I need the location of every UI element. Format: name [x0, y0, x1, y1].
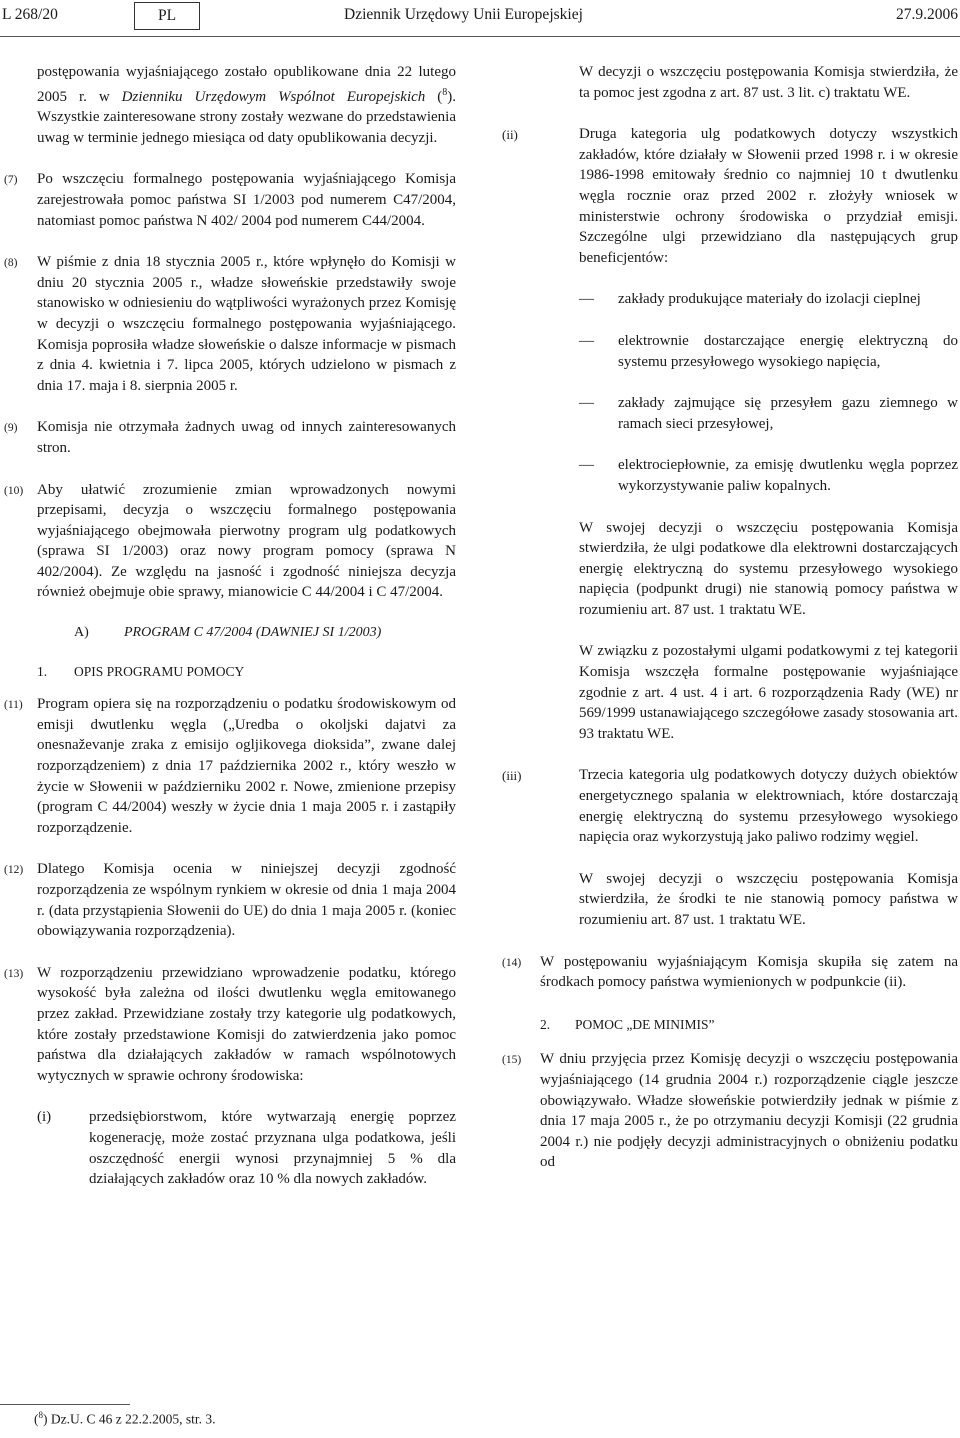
- paragraph-8: (8) W piśmie z dnia 18 stycznia 2005 r., które wpłynęło do Komisji w dniu 20 stycznia 2005 r., władze słoweńskie przedstawiły swoje stanowisko w odniesieniu do wątpliwości wyrażonych przez Komisję w decyzji o wszczęciu formalnego postępowania wyjaśniającego. Komisja poprosiła władze słoweńskie o dalsze informacje w pismach z dnia 4. kwietnia i 7. lipca 2005, których udzielono w pismach z dnia 17. maja i 8. sierpnia 2005 r.: [4, 254, 456, 394]
- list-item-text: zakłady zajmujące się przesyłem gazu ziemnego w ramach sieci przesyłowej,: [618, 395, 958, 432]
- beneficiary-list: [502, 289, 958, 496]
- language-code-box: PL: [134, 2, 200, 30]
- list-item-text: zakłady produkujące materiały do izolacji cieplnej: [618, 291, 921, 308]
- page-number: L 268/20: [2, 6, 58, 23]
- subpoint-iii: (iii) Trzecia kategoria ulg podatkowych dotyczy dużych obiektów energetycznego spalania w elektrowniach, które dostarczają energię elektryczną do systemu przesyłowego wysokiego napięcia oraz wykorzystują jako paliwo rodzimy węgiel.: [502, 767, 958, 846]
- intro-paragraph: postępowania wyjaśniającego zostało opublikowane dnia 22 lutego 2005 r. w Dzienniku Urzędowym Wspólnot Europejskich ($^8$). Wszystkie zainteresowane strony zostały wezwane do przedstawienia uwag w terminie jednego miesiąca od daty opublikowania decyzji.: [37, 64, 457, 146]
- dash-marker: —: [579, 291, 594, 308]
- paragraph-11: (11) Program opiera się na rozporządzeniu o podatku środowiskowym od emisji dwutlenku węgla („Uredba o okoljski dajatvi za onesnaževanje zraka z emisijo ogljikovega dioksida”, zwane dalej rozporządzeniem) z dnia 17 października 2002 r., który weszło w życie w Słowenii w październiku 2002 r. Nowe, zmienione przepisy (program C 44/2004) weszły w życie dnia 1 maja 2005 r. i zastąpiły rozporządzenie.: [4, 696, 456, 836]
- subpoint-i: (i) przedsiębiorstwom, które wytwarzają energię poprzez kogenerację, może zostać przyznana ulga podatkowa, jeśli oszczędność energii wynosi przynajmniej 5 % dla działających zakładów oraz 10 % dla nowych zakładów.: [37, 1109, 456, 1188]
- publication-date: 27.9.2006: [896, 6, 958, 23]
- paragraph-13: (13) W rozporządzeniu przewidziano wprowadzenie podatku, którego wysokość była zależna od ilości dwutlenku węgla emitowanego przez zakład. Przewidziane zostały trzy kategorie ulg podatkowych, które zostały przedstawione Komisji do zatwierdzenia jako pomoc państwa dla działających zakładów w ramach wspólnotowych wytycznych w sprawie ochrony środowiska:: [4, 964, 456, 1084]
- paragraph-14: (14) W postępowaniu wyjaśniającym Komisja skupiła się zatem na środkach pomocy państwa wymienionych w podpunkcie (ii).: [502, 953, 958, 991]
- footnote: ($^8$) Dz.U. C 46 z 22.2.2005, str. 3.: [34, 1410, 216, 1427]
- journal-reference: Dzienniku Urzędowym Wspólnot Europejskich: [121, 88, 426, 105]
- section-heading-2: 2. POMOC „DE MINIMIS”: [540, 1016, 715, 1032]
- beneficiary-list-item: [502, 393, 958, 434]
- left-column: [4, 62, 456, 1190]
- beneficiary-list-item: [502, 289, 958, 310]
- subpoint-ii: (ii) Druga kategoria ulg podatkowych dotyczy wszystkich zakładów, które działały w Słowenii przed 1998 r. i w okresie 1986-1998 emitowały średnio co najmniej 10 t dwutlenku węgla rocznie oraz przed 2002 r. złożyły wniosek w ministerstwie ochrony środowiska o przydział emisji. Szczególne ulgi przewidziano dla następujących grup beneficjentów:: [502, 126, 958, 266]
- paragraph-9: (9) Komisja nie otrzymała żadnych uwag od innych zainteresowanych stron.: [4, 419, 456, 456]
- footnote-marker: 8: [442, 86, 448, 98]
- list-item-text: elektrociepłownie, za emisję dwutlenku węgla poprzez wykorzystywanie paliw kopalnych.: [618, 457, 958, 494]
- dash-marker: —: [579, 395, 594, 412]
- paragraph-7: (7) Po wszczęciu formalnego postępowania wyjaśniającego Komisja zarejestrowała pomoc państwa SI 1/2003 pod numerem C47/2004, natomiast pomoc państwa N 402/ 2004 pod numerem C44/2004.: [4, 171, 456, 229]
- beneficiary-list-item: [502, 331, 958, 372]
- paragraph-12: (12) Dlatego Komisja ocenia w niniejszej decyzji zgodność rozporządzenia ze wspólnym rynkiem w okresie od dnia 1 maja 2004 r. (data przystąpienia Słowenii do UE) do dnia 1 maja 2005 r. (koniec obowiązywania rozporządzenia).: [4, 861, 456, 940]
- footnote-divider: [0, 1404, 130, 1405]
- right-column: [502, 62, 958, 1173]
- dash-marker: —: [579, 457, 594, 474]
- subpoint-ii-assessment: W swojej decyzji o wszczęciu postępowania Komisja stwierdziła, że ulgi podatkowe dla elektrowni dostarczających energię elektryczną do systemu przesyłowego wysokiego napięcia (podpunkt drugi) nie stanowią pomocy państwa w rozumieniu art. 87 ust. 1 traktatu WE.: [579, 519, 958, 618]
- paragraph-10: (10) Aby ułatwić zrozumienie zmian wprowadzonych nowymi przepisami, decyzja o wszczęciu formalnego postępowania wyjaśniającego obejmowała pierwotny program ulg podatkowych (sprawa SI 1/2003) oraz nowy program pomocy (sprawa N 402/2004). Ze względu na jasność i zgodność niniejsza decyzja również obejmuje obie sprawy, mianowicie C 44/2004 i C 47/2004.: [4, 481, 456, 601]
- section-heading-a: A) PROGRAM C 47/2004 (DAWNIEJ SI 1/2003): [74, 625, 382, 641]
- dash-marker: —: [579, 332, 594, 349]
- beneficiary-list-item: [502, 455, 958, 496]
- list-item-text: elektrownie dostarczające energię elektryczną do systemu przesyłowego wysokiego napięcia,: [618, 332, 958, 370]
- subpoint-ii-procedure: W związku z pozostałymi ulgami podatkowymi z tej kategorii Komisja wszczęła formalne postępowanie wyjaśniające zgodnie z art. 4 ust. 4 i art. 6 rozporządzenia Rady (WE) nr 569/1999 ustanawiającego szczegółowe zasady stosowania art. 93 traktatu WE.: [579, 643, 958, 742]
- subpoint-iii-assessment: W swojej decyzji o wszczęciu postępowania Komisja stwierdziła, że środki te nie stanowią pomocy państwa w rozumieniu art. 87 ust. 1 traktatu WE.: [579, 870, 958, 928]
- subpoint-i-continuation: W decyzji o wszczęciu postępowania Komisja stwierdziła, że ta pomoc jest zgodna z art. 87 ust. 3 lit. c) traktatu WE.: [579, 64, 958, 101]
- section-heading-1: 1. OPIS PROGRAMU POMOCY: [37, 663, 245, 679]
- paragraph-15: (15) W dniu przyjęcia przez Komisję decyzji o wszczęciu postępowania wyjaśniającego (14 grudnia 2004 r.) rozporządzenie ciągle jeszcze obowiązywało. Władze słoweńskie potwierdziły jednak w piśmie z dnia 17 maja 2005 r., że po otrzymaniu decyzji Komisji (22 grudnia 2004 r.) nie podjęły decyzji administracyjnych o obniżeniu podatku od: [502, 1051, 958, 1171]
- page-header: [0, 0, 960, 37]
- journal-title: Dziennik Urzędowy Unii Europejskiej: [344, 6, 583, 23]
